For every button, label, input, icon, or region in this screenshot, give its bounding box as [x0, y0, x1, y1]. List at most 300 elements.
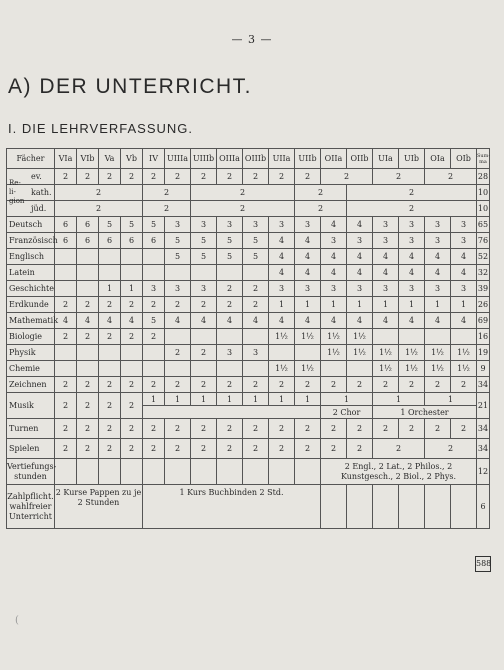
table-cell: 6 [143, 233, 165, 249]
table-cell: 5 [217, 249, 243, 265]
table-cell: 2 [99, 329, 121, 345]
table-cell: 2 [143, 439, 165, 459]
vertiefung-text: 2 Engl., 2 Lat., 2 Philos., 2 Kunstgesch., 2 Biol., 2 Phys. [321, 459, 477, 485]
table-cell: 2 [77, 419, 99, 439]
table-cell [243, 265, 269, 281]
table-cell [399, 329, 425, 345]
table-cell: 6 [99, 233, 121, 249]
table-cell: 1 [143, 393, 165, 406]
table-cell: 3 [217, 217, 243, 233]
table-cell [77, 281, 99, 297]
page-number: — 3 — [231, 33, 273, 46]
table-cell: 2 [321, 419, 347, 439]
table-cell: 2 [191, 345, 217, 361]
table-cell: 1½ [425, 345, 451, 361]
table-cell: 2 [321, 169, 373, 185]
table-cell: 2 [121, 439, 143, 459]
table-cell [165, 265, 191, 281]
table-cell: 2 [269, 439, 295, 459]
table-cell [77, 249, 99, 265]
table-cell: 3 [191, 217, 217, 233]
table-cell: 4 [399, 313, 425, 329]
table-cell: 3 [399, 233, 425, 249]
row-label: Deutsch [7, 217, 55, 233]
table-cell: 2 [143, 329, 165, 345]
table-cell: 2 [55, 169, 77, 185]
table-cell: 1½ [295, 361, 321, 377]
table-cell: 2 [243, 281, 269, 297]
table-cell [165, 329, 191, 345]
column-header: OIIb [347, 149, 373, 169]
table-cell: 2 [143, 201, 191, 217]
table-row [7, 377, 490, 393]
table-cell: 3 [165, 281, 191, 297]
row-label: Spielen [7, 439, 55, 459]
table-cell: 2 [55, 377, 77, 393]
table-cell: 2 [269, 419, 295, 439]
table-cell: 4 [121, 313, 143, 329]
table-cell: 1 [99, 281, 121, 297]
table-cell: 5 [99, 217, 121, 233]
row-total: 9 [477, 361, 490, 377]
table-cell: 2 [295, 201, 347, 217]
table-cell [121, 361, 143, 377]
table-cell: 2 [55, 201, 143, 217]
row-label: Biologie [7, 329, 55, 345]
table-cell: 2 [165, 297, 191, 313]
table-cell: 2 [347, 419, 373, 439]
table-cell: 1 [243, 393, 269, 406]
table-cell [269, 345, 295, 361]
row-label: Chemie [7, 361, 55, 377]
table-cell: 2 [99, 393, 121, 419]
table-cell [425, 329, 451, 345]
table-cell: 4 [425, 313, 451, 329]
table-row [7, 217, 490, 233]
table-cell [143, 265, 165, 281]
table-cell: 2 [143, 377, 165, 393]
table-cell: 2 [295, 185, 347, 201]
row-label: Zahlpflicht. wahlfreier Unterricht [7, 485, 55, 529]
table-cell: 1 [425, 297, 451, 313]
table-cell: 5 [191, 249, 217, 265]
table-cell: 3 [217, 345, 243, 361]
column-header: OIIIa [217, 149, 243, 169]
table-cell: 1½ [425, 361, 451, 377]
table-cell: 1 [295, 393, 321, 406]
table-cell: 2 [451, 377, 477, 393]
table-cell: 2 [347, 439, 373, 459]
table-cell: 2 [217, 439, 243, 459]
table-cell: 3 [425, 233, 451, 249]
row-label: ev. [31, 172, 42, 181]
row-total: 39 [477, 281, 490, 297]
table-cell: 1½ [321, 345, 347, 361]
table-cell [191, 361, 217, 377]
table-row [7, 439, 490, 459]
table-cell: 2 [143, 185, 191, 201]
row-total: 10 [477, 201, 490, 217]
table-cell: 2 [121, 297, 143, 313]
table-cell: 5 [165, 249, 191, 265]
table-cell: 1 [347, 297, 373, 313]
table-cell: 1 Orchester [373, 406, 477, 419]
table-cell: 2 [295, 419, 321, 439]
table-cell [243, 361, 269, 377]
table-cell: 1 [269, 297, 295, 313]
table-cell: 2 [121, 329, 143, 345]
table-cell: 3 [321, 281, 347, 297]
table-cell: 6 [77, 217, 99, 233]
table-cell [321, 361, 347, 377]
column-header: Va [99, 149, 121, 169]
table-cell: 4 [425, 249, 451, 265]
table-cell: 5 [143, 313, 165, 329]
row-label: Geschichte [7, 281, 55, 297]
row-label: kath. [7, 185, 55, 201]
table-cell [191, 329, 217, 345]
table-cell: 2 [373, 439, 425, 459]
table-cell: 2 [295, 377, 321, 393]
table-cell [55, 361, 77, 377]
table-cell: 2 [321, 377, 347, 393]
table-cell: 4 [269, 233, 295, 249]
table-row [7, 249, 490, 265]
table-cell: 3 [399, 217, 425, 233]
grand-total: 588 [475, 556, 491, 572]
table-row [7, 265, 490, 281]
table-cell: 1 [321, 393, 373, 406]
table-cell [143, 249, 165, 265]
zahlpflicht-text-2: 1 Kurs Buchbinden 2 Std. [143, 485, 321, 529]
table-cell: 2 [55, 329, 77, 345]
table-cell: 2 [55, 185, 143, 201]
table-cell: 4 [295, 233, 321, 249]
table-cell: 2 [217, 377, 243, 393]
row-label: Turnen [7, 419, 55, 439]
table-cell: 3 [269, 217, 295, 233]
table-cell: 4 [295, 265, 321, 281]
row-total: 12 [477, 459, 490, 485]
table-cell [99, 345, 121, 361]
table-cell: 4 [321, 265, 347, 281]
table-cell: 4 [55, 313, 77, 329]
row-total: 16 [477, 329, 490, 345]
table-cell [243, 329, 269, 345]
table-cell: 1½ [347, 329, 373, 345]
column-header: OIa [425, 149, 451, 169]
table-cell: 3 [321, 233, 347, 249]
row-label: Mathematik [7, 313, 55, 329]
table-cell: 4 [399, 249, 425, 265]
table-cell: 2 [321, 439, 347, 459]
table-row [7, 201, 490, 217]
table-cell: 2 [191, 297, 217, 313]
table-cell: 2 [99, 297, 121, 313]
table-cell [99, 249, 121, 265]
table-cell: 2 [191, 201, 295, 217]
column-header: OIb [451, 149, 477, 169]
row-total: 34 [477, 439, 490, 459]
table-cell: 2 [99, 439, 121, 459]
table-cell [77, 345, 99, 361]
sum-header: Sum-ma [477, 149, 490, 169]
table-cell: 3 [347, 233, 373, 249]
row-label: Englisch [7, 249, 55, 265]
column-header: IV [143, 149, 165, 169]
table-cell: 4 [347, 265, 373, 281]
row-total: 34 [477, 419, 490, 439]
table-cell: 1½ [373, 361, 399, 377]
row-total: 34 [477, 377, 490, 393]
table-row [7, 485, 490, 529]
table-cell: 2 [165, 439, 191, 459]
table-cell: 2 [77, 393, 99, 419]
table-cell: 2 [143, 169, 165, 185]
table-row [7, 361, 490, 377]
table-cell: 2 [243, 169, 269, 185]
table-cell [55, 249, 77, 265]
table-cell [55, 345, 77, 361]
table-cell: 3 [373, 217, 399, 233]
table-row [7, 169, 490, 185]
table-cell: 4 [373, 249, 399, 265]
table-cell [55, 265, 77, 281]
table-cell [121, 265, 143, 281]
subjects-header: Fächer [7, 149, 55, 169]
table-cell: 1 [165, 393, 191, 406]
table-cell [451, 329, 477, 345]
table-cell: 3 [243, 217, 269, 233]
table-cell: 2 [425, 419, 451, 439]
table-cell [99, 265, 121, 281]
table-cell: 2 [295, 439, 321, 459]
table-cell: 3 [425, 217, 451, 233]
table-cell [217, 329, 243, 345]
table-cell: 1½ [295, 329, 321, 345]
table-cell: 4 [321, 249, 347, 265]
table-cell [77, 265, 99, 281]
table-cell: 3 [451, 281, 477, 297]
table-cell: 3 [243, 345, 269, 361]
table-cell: 2 [243, 377, 269, 393]
table-cell [217, 265, 243, 281]
table-cell: 3 [269, 281, 295, 297]
table-cell [217, 361, 243, 377]
regular-rows [7, 217, 490, 393]
table-cell: 2 [77, 377, 99, 393]
table-cell: 4 [165, 313, 191, 329]
table-cell: 2 [243, 439, 269, 459]
table-cell: 2 [191, 377, 217, 393]
column-header: OIIa [321, 149, 347, 169]
table-cell: 2 [55, 393, 77, 419]
table-cell: 3 [451, 217, 477, 233]
table-cell: 3 [143, 281, 165, 297]
table-cell: 3 [295, 281, 321, 297]
table-cell: 2 [55, 297, 77, 313]
table-cell: 1 [121, 281, 143, 297]
table-cell: 4 [347, 313, 373, 329]
table-cell: 2 [165, 169, 191, 185]
table-cell: 2 [243, 297, 269, 313]
table-cell: 1½ [321, 329, 347, 345]
table-cell [191, 265, 217, 281]
table-cell: 1 [373, 297, 399, 313]
row-total: 19 [477, 345, 490, 361]
table-cell: 2 [191, 439, 217, 459]
table-cell: 4 [425, 265, 451, 281]
table-cell [121, 345, 143, 361]
row-label: Musik [7, 393, 55, 419]
table-cell: 1 [451, 297, 477, 313]
column-header: UIb [399, 149, 425, 169]
table-row [7, 419, 490, 439]
column-header: UIIa [269, 149, 295, 169]
row-label: Physik [7, 345, 55, 361]
table-cell: 2 [55, 419, 77, 439]
table-row [7, 233, 490, 249]
table-cell: 4 [347, 249, 373, 265]
table-cell: 1 [373, 393, 425, 406]
row-total: 6 [477, 485, 490, 529]
table-cell: 2 [295, 169, 321, 185]
column-header: VIa [55, 149, 77, 169]
table-cell: 1½ [269, 361, 295, 377]
table-cell: 2 [373, 377, 399, 393]
row-label: jüd. [7, 201, 55, 217]
row-total: 52 [477, 249, 490, 265]
table-cell: 2 [399, 377, 425, 393]
table-cell: 2 [243, 419, 269, 439]
table-cell: 4 [347, 217, 373, 233]
table-cell: 3 [347, 281, 373, 297]
table-cell: 4 [321, 217, 347, 233]
row-total: 69 [477, 313, 490, 329]
table-cell: 4 [77, 313, 99, 329]
table-row [7, 281, 490, 297]
table-cell [143, 361, 165, 377]
table-cell [295, 345, 321, 361]
table-cell: 2 [77, 439, 99, 459]
table-cell: 4 [451, 249, 477, 265]
table-cell: 2 [77, 297, 99, 313]
table-row [7, 185, 490, 201]
table-cell: 2 [165, 345, 191, 361]
row-label: Zeichnen [7, 377, 55, 393]
table-cell: 2 [347, 185, 477, 201]
table-cell: 4 [269, 313, 295, 329]
row-total: 26 [477, 297, 490, 313]
table-cell [165, 361, 191, 377]
table-cell: 2 [347, 201, 477, 217]
table-cell: 2 [373, 169, 425, 185]
table-cell: 5 [243, 233, 269, 249]
table-cell: 2 Chor [321, 406, 373, 419]
table-cell: 1 [321, 297, 347, 313]
table-cell: 2 [165, 419, 191, 439]
table-cell [55, 281, 77, 297]
row-label: Vertiefungs-stunden [7, 459, 55, 485]
table-cell: 6 [55, 233, 77, 249]
table-cell: 2 [99, 377, 121, 393]
column-header: OIIIb [243, 149, 269, 169]
row-label: Erdkunde [7, 297, 55, 313]
table-cell: 2 [425, 377, 451, 393]
table-cell: 4 [269, 265, 295, 281]
row-total: 65 [477, 217, 490, 233]
row-total: 76 [477, 233, 490, 249]
table-cell: 2 [269, 169, 295, 185]
table-cell: 2 [99, 419, 121, 439]
table-cell: 3 [373, 281, 399, 297]
table-cell: 4 [99, 313, 121, 329]
table-cell: 1 [295, 297, 321, 313]
table-cell: 1½ [399, 361, 425, 377]
subsection-heading: I. DIE LEHRVERFASSUNG. [8, 121, 194, 136]
table-cell: 2 [269, 377, 295, 393]
table-cell: 2 [425, 169, 477, 185]
table-row [7, 459, 490, 485]
table-cell: 4 [217, 313, 243, 329]
table-cell: 4 [243, 313, 269, 329]
table-row [7, 393, 490, 406]
table-cell: 3 [191, 281, 217, 297]
table-cell: 3 [425, 281, 451, 297]
table-cell: 2 [77, 329, 99, 345]
table-cell: 2 [347, 377, 373, 393]
table-cell: 5 [165, 233, 191, 249]
table-row [7, 297, 490, 313]
table-cell: 4 [451, 265, 477, 281]
table-cell: 4 [373, 265, 399, 281]
table-row [7, 345, 490, 361]
table-cell: 1½ [399, 345, 425, 361]
row-label: Französisch [7, 233, 55, 249]
table-cell [373, 329, 399, 345]
table-cell [143, 345, 165, 361]
table-cell: 4 [295, 313, 321, 329]
table-cell: 2 [121, 377, 143, 393]
table-cell: 4 [451, 313, 477, 329]
table-cell: 2 [99, 169, 121, 185]
table-cell: 1 [217, 393, 243, 406]
column-header: VIb [77, 149, 99, 169]
table-cell: 2 [121, 419, 143, 439]
table-cell: 5 [143, 217, 165, 233]
table-cell: 4 [295, 249, 321, 265]
table-cell: 2 [217, 297, 243, 313]
table-cell: 2 [191, 419, 217, 439]
header-row [7, 149, 490, 169]
table-cell: 2 [121, 169, 143, 185]
table-cell: 3 [399, 281, 425, 297]
column-header: UIIIa [165, 149, 191, 169]
row-total: 10 [477, 185, 490, 201]
table-cell: 4 [399, 265, 425, 281]
section-heading: A) DER UNTERRICHT. [8, 75, 253, 98]
table-cell: 5 [191, 233, 217, 249]
table-cell: 2 [191, 185, 295, 201]
table-cell [347, 361, 373, 377]
row-total: 28 [477, 169, 490, 185]
table-cell: 1½ [269, 329, 295, 345]
table-cell: 1 [399, 297, 425, 313]
table-cell: 2 [143, 419, 165, 439]
table-cell: 2 [55, 439, 77, 459]
table-cell: 2 [143, 297, 165, 313]
table-cell: 4 [191, 313, 217, 329]
